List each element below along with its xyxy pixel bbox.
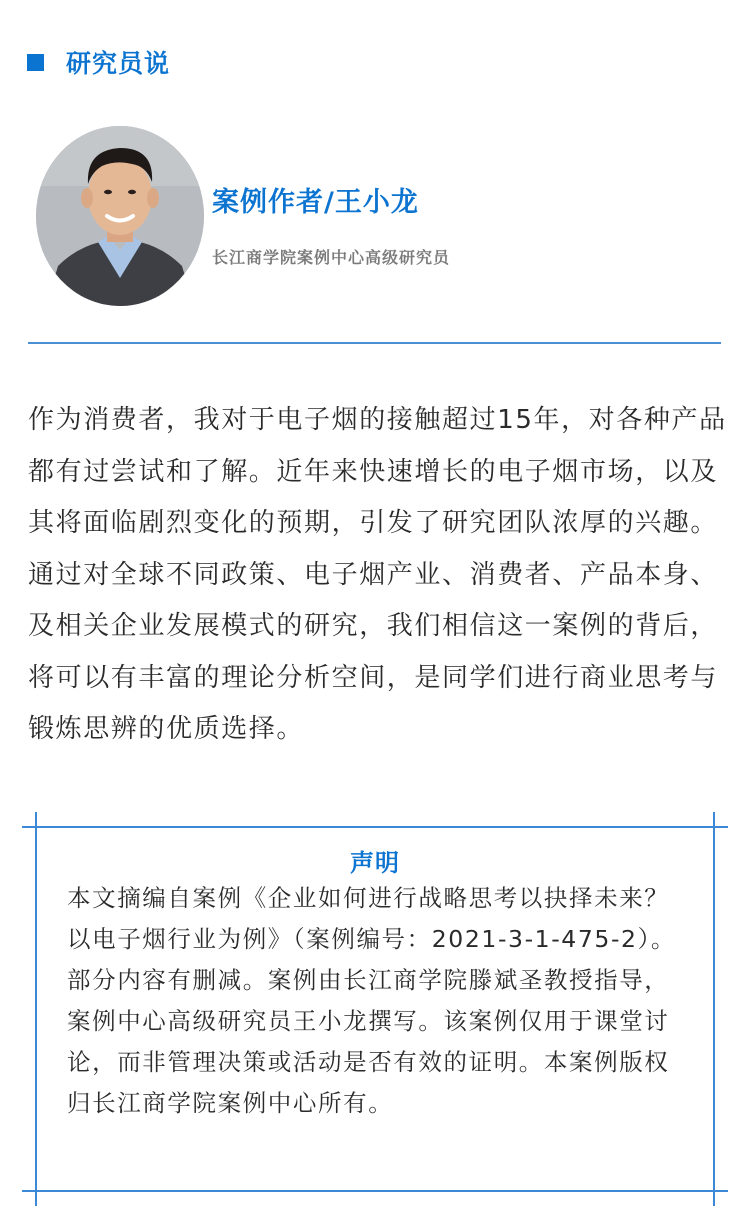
- frame-line-top: [22, 826, 728, 828]
- author-name: 案例作者/王小龙: [212, 187, 419, 218]
- author-avatar: [36, 126, 204, 306]
- notice-title: 声明: [350, 849, 400, 877]
- author-title: 长江商学院案例中心高级研究员: [212, 248, 451, 267]
- person-photo-icon: [36, 126, 204, 306]
- notice-body: 本文摘编自案例《企业如何进行战略思考以抉择未来？以电子烟行业为例》（案例编号：2021-3-1-475-2）。部分内容有删减。案例由长江商学院滕斌圣教授指导，案例中心高级研究员王小龙撰写。该案例仅用于课堂讨论，而非管理决策或活动是否有效的证明。本案例版权归长江商学院案例中心所有。: [67, 884, 677, 1117]
- section-header: [27, 44, 170, 80]
- section-title: 研究员说: [66, 49, 171, 78]
- square-bullet-icon: [27, 54, 44, 71]
- frame-line-bottom: [22, 1190, 728, 1192]
- researcher-quote: 作为消费者，我对于电子烟的接触超过15年，对各种产品都有过尝试和了解。近年来快速增长的电子烟市场，以及其将面临剧烈变化的预期，引发了研究团队浓厚的兴趣。通过对全球不同政策、电子烟产业、消费者、产品本身、及相关企业发展模式的研究，我们相信这一案例的背后，将可以有丰富的理论分析空间，是同学们进行商业思考与锻炼思辨的优质选择。: [28, 405, 727, 744]
- divider: [28, 342, 721, 344]
